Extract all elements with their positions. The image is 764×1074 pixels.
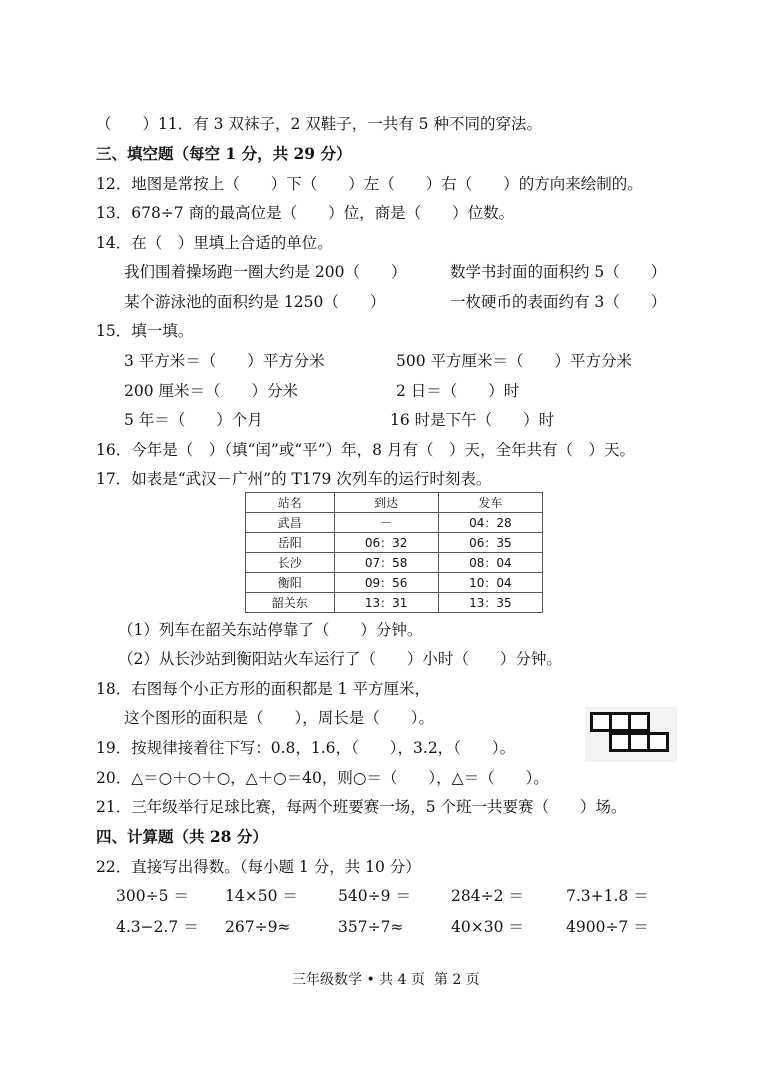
q19: 19．按规律接着往下写：0.8，1.6，（ ），3.2，（ ）。 <box>96 739 516 757</box>
table-row <box>246 553 543 573</box>
grid-square <box>628 712 650 732</box>
table-row <box>246 533 543 553</box>
q18-answer-line: 这个图形的面积是（ ），周长是（ ）。 <box>124 709 435 727</box>
table-header: 发车 <box>438 493 542 513</box>
calc-item: 4.3−2.7 ＝ <box>116 918 199 936</box>
table-header: 站名 <box>246 493 335 513</box>
q12: 12．地图是常按上（ ）下（ ）左（ ）右（ ）的方向来绘制的。 <box>96 175 643 193</box>
departure-cell: 06：35 <box>438 533 542 553</box>
table-row <box>246 513 543 533</box>
arrival-cell: 06：32 <box>334 533 438 553</box>
q14: 14．在（ ）里填上合适的单位。 <box>96 234 333 252</box>
square-grid-figure <box>590 712 680 760</box>
calc-item: 284÷2 ＝ <box>451 887 524 905</box>
q15-c: 200 厘米＝（ ）分米 <box>124 382 299 400</box>
station-cell: 武昌 <box>246 513 335 533</box>
q17-part1: （1）列车在韶关东站停靠了（ ）分钟。 <box>118 621 423 639</box>
q15-e: 5 年＝（ ）个月 <box>124 411 263 429</box>
calc-item: 357÷7≈ <box>338 918 404 936</box>
q14-b: 数学书封面的面积约 5（ ） <box>450 263 667 281</box>
departure-cell: 08：04 <box>438 553 542 573</box>
station-cell: 岳阳 <box>246 533 335 553</box>
calc-item: 14×50 ＝ <box>225 887 298 905</box>
q17: 17．如表是“武汉－广州”的 T179 次列车的运行时刻表。 <box>96 470 492 488</box>
departure-cell: 13：35 <box>438 593 542 613</box>
q17-part2: （2）从长沙站到衡阳站火车运行了（ ）小时（ ）分钟。 <box>118 650 562 668</box>
q15-b: 500 平方厘米＝（ ）平方分米 <box>396 352 633 370</box>
station-cell: 韶关东 <box>246 593 335 613</box>
section-4-title: 四、计算题（共 28 分） <box>96 827 268 846</box>
calc-item: 540÷9 ＝ <box>338 887 411 905</box>
calc-item: 267÷9≈ <box>225 918 291 936</box>
calc-item: 4900÷7 ＝ <box>566 918 649 936</box>
station-cell: 长沙 <box>246 553 335 573</box>
q20: 20．△＝○＋○＋○，△＋○＝40，则○＝（ ），△＝（ ）。 <box>96 769 549 787</box>
q15-d: 2 日＝（ ）时 <box>396 382 520 400</box>
q14-a: 我们围着操场跑一圈大约是 200（ ） <box>124 263 407 281</box>
q14-d: 一枚硬币的表面约有 3（ ） <box>450 293 667 311</box>
departure-cell: 04：28 <box>438 513 542 533</box>
station-cell: 衡阳 <box>246 573 335 593</box>
arrival-cell: 07：58 <box>334 553 438 573</box>
table-header: 到达 <box>334 493 438 513</box>
q18: 18．右图每个小正方形的面积都是 1 平方厘米， <box>96 680 430 698</box>
arrival-cell: － <box>334 513 438 533</box>
q13: 13．678÷7 商的最高位是（ ）位，商是（ ）位数。 <box>96 204 515 222</box>
q22: 22．直接写出得数。（每小题 1 分，共 10 分） <box>96 858 421 876</box>
q15-f: 16 时是下午（ ）时 <box>390 411 555 429</box>
page-footer: 三年级数学 • 共 4 页 第 2 页 <box>292 972 480 988</box>
q15: 15．填一填。 <box>96 322 194 340</box>
table-header-row <box>246 493 543 513</box>
q15-a: 3 平方米＝（ ）平方分米 <box>124 352 325 370</box>
table-row <box>246 593 543 613</box>
grid-square <box>647 732 669 752</box>
arrival-cell: 09：56 <box>334 573 438 593</box>
q14-c: 某个游泳池的面积约是 1250（ ） <box>124 293 386 311</box>
calc-item: 300÷5 ＝ <box>116 887 189 905</box>
table-row <box>246 573 543 593</box>
calc-item: 7.3+1.8 ＝ <box>566 887 649 905</box>
q21: 21．三年级举行足球比赛，每两个班要赛一场，5 个班一共要赛（ ）场。 <box>96 798 627 816</box>
calc-item: 40×30 ＝ <box>451 918 524 936</box>
departure-cell: 10：04 <box>438 573 542 593</box>
q11: （ ）11．有 3 双袜子，2 双鞋子，一共有 5 种不同的穿法。 <box>96 115 542 133</box>
arrival-cell: 13：31 <box>334 593 438 613</box>
q16: 16．今年是（ ）（填“闰”或“平”）年，8 月有（ ）天，全年共有（ ）天。 <box>96 441 635 459</box>
section-3-title: 三、填空题（每空 1 分，共 29 分） <box>96 144 352 163</box>
train-timetable <box>245 492 543 613</box>
